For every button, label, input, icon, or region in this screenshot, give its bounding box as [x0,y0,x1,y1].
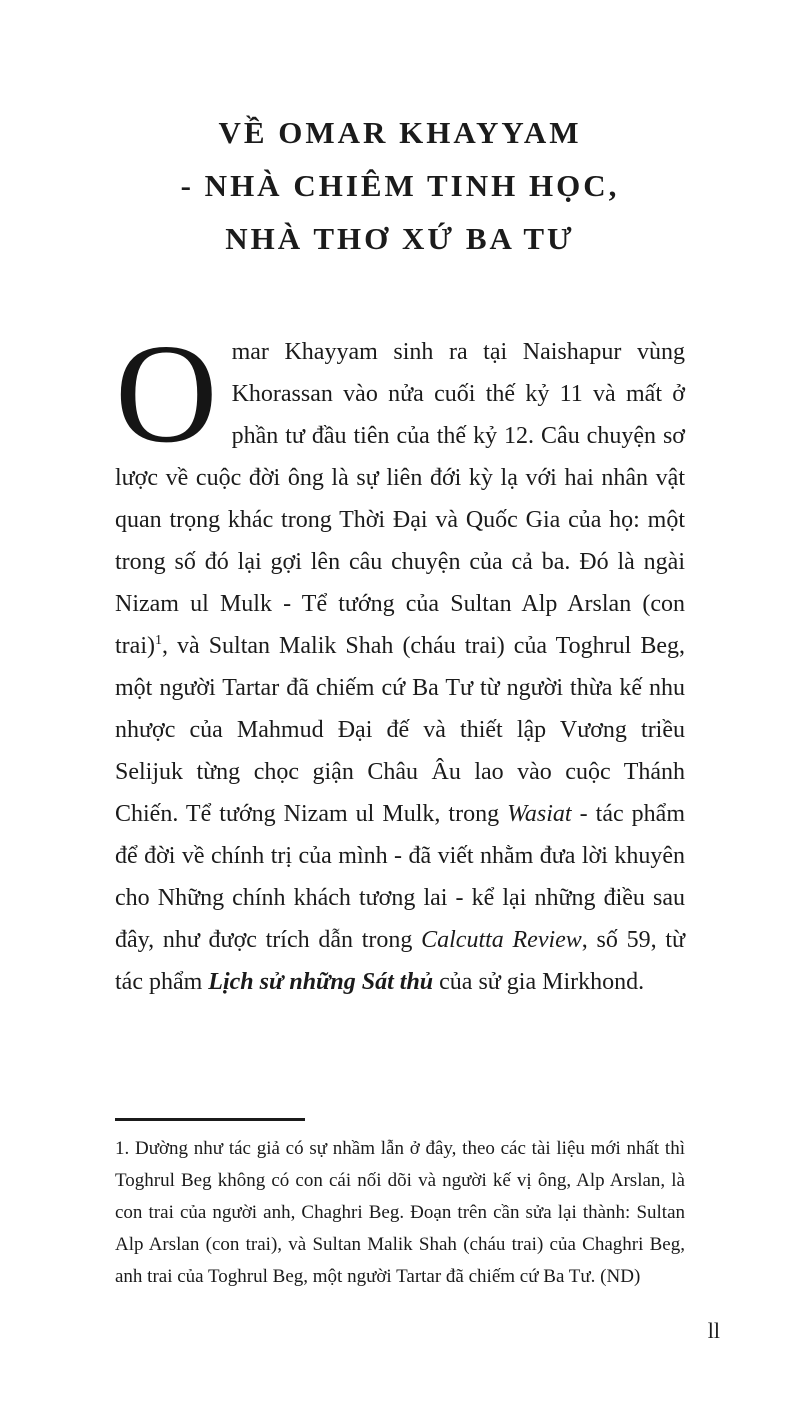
publication-title-calcutta-review: Calcutta Review [421,927,582,953]
body-text-segment: - tác phẩm để đời về chính trị của mình - đã viết nhằm đưa lời khuyên cho Những chính khách tương lai - kể lại những điều sau đây, như được trích dẫn trong [115,801,685,953]
footnote-text: 1. Dường như tác giả có sự nhầm lẫn ở đây, theo các tài liệu mới nhất thì Toghrul Beg không có con cái nối dõi và người kế vị ông, Alp Arslan, là con trai của người anh, Chaghri Beg. Đoạn trên cần sửa lại thành: Sultan Alp Arslan (con trai), và Sultan Malik Shah (cháu trai) của Chaghri Beg, anh trai của Toghrul Beg, một người Tartar đã chiếm cứ Ba Tư. (ND) [115,1138,685,1287]
footnote-divider [115,1118,305,1121]
chapter-title-line-2: - NHÀ CHIÊM TINH HỌC, [180,168,620,203]
footnote [115,1118,685,1293]
body-text-segment: của sử gia Mirkhond. [433,969,645,995]
drop-cap: O [115,314,218,472]
body-paragraph [115,314,685,1003]
body-text-segment: mar Khayyam sinh ra tại Naishapur vùng Khorassan vào nửa cuối thế kỷ 11 và mất ở phần tư đầu tiên của thế kỷ 12. Câu chuyện sơ lược về cuộc đời ông là sự liên đới kỳ lạ với hai nhân vật quan trọng khác trong Thời Đại và Quốc Gia của họ: một trong số đó lại gợi lên câu chuyện của cả ba. Đó là ngài Nizam ul Mulk - Tể tướng của Sultan Alp Arslan (con trai) [115,339,685,659]
body-text-segment: , và Sultan Malik Shah (cháu trai) của Toghrul Beg, một người Tartar đã chiếm cứ Ba Tư từ người thừa kế nhu nhược của Mahmud Đại đế và thiết lập Vương triều Selijuk từng chọc giận Châu Âu lao vào cuộc Thánh Chiến. Tể tướng Nizam ul Mulk, trong [115,633,685,827]
book-title-wasiat: Wasiat [507,801,572,827]
chapter-title-line-1: VỀ OMAR KHAYYAM [218,115,582,150]
chapter-title-line-3: NHÀ THƠ XỨ BA TƯ [225,221,575,256]
chapter-title [115,106,685,265]
book-title-lich-su-nhung-sat-thu: Lịch sử những Sát thủ [208,969,434,995]
page-number: ll [707,1318,720,1343]
footnote-reference-superscript: 1 [154,633,162,648]
body-text-segment: , số 59, từ tác phẩm [115,927,685,995]
